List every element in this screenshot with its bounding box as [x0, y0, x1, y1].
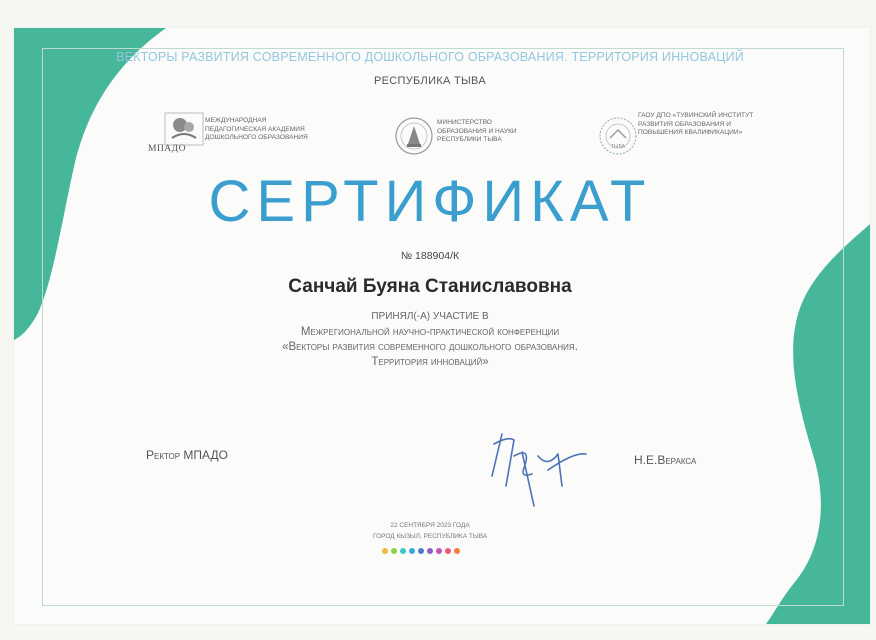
signature-image [462, 416, 592, 516]
institute-emblem-icon [598, 112, 638, 160]
color-dots [382, 548, 460, 554]
color-dot [409, 548, 415, 554]
conference-line-1: Межрегиональной научно-практической конференции [300, 326, 560, 338]
recipient-name: Санчай Буяна Станиславовна [288, 276, 572, 297]
institute-badge-text: ТЫВА [611, 144, 625, 150]
color-dot [454, 548, 460, 554]
region-label: РЕСПУБЛИКА ТЫВА [374, 75, 486, 87]
color-dot [445, 548, 451, 554]
ministry-name-text: МИНИСТЕРСТВО ОБРАЗОВАНИЯ И НАУКИ РЕСПУБЛИКИ ТЫВА [437, 119, 517, 143]
mpado-name-text: МЕЖДУНАРОДНАЯ ПЕДАГОГИЧЕСКАЯ АКАДЕМИЯ ДОШКОЛЬНОГО ОБРАЗОВАНИЯ [205, 117, 308, 141]
certificate-number: № 188904/К [400, 250, 460, 262]
event-place: ГОРОД КЫЗЫЛ, РЕСПУБЛИКА ТЫВА [372, 533, 488, 540]
mpado-logo-icon [164, 112, 204, 146]
institute-name-text: ГАОУ ДПО «ТУВИНСКИЙ ИНСТИТУТ РАЗВИТИЯ ОБРАЗОВАНИЯ И ПОВЫШЕНИЯ КВАЛИФИКАЦИИ» [638, 112, 754, 136]
participation-label: ПРИНЯЛ(-А) УЧАСТИЕ В [371, 311, 489, 322]
conference-line-2: «Векторы развития современного дошкольного образования. [282, 341, 578, 353]
color-dot [427, 548, 433, 554]
mpado-logo-label: МПАДО [148, 144, 187, 154]
color-dot [382, 548, 388, 554]
color-dot [418, 548, 424, 554]
signer-name: Н.Е.Веракса [634, 453, 697, 467]
event-date: 22 СЕНТЯБРЯ 2023 ГОДА [390, 522, 470, 529]
rector-label: Ректор МПАДО [146, 448, 228, 462]
conference-header: ВЕКТОРЫ РАЗВИТИЯ СОВРЕМЕННОГО ДОШКОЛЬНОГО ОБРАЗОВАНИЯ. ТЕРРИТОРИЯ ИННОВАЦИЙ [116, 50, 744, 64]
color-dot [436, 548, 442, 554]
conference-line-3: Территория инноваций» [371, 356, 489, 368]
ministry-emblem-icon [394, 112, 434, 160]
color-dot [391, 548, 397, 554]
certificate-title: СЕРТИФИКАТ [208, 169, 652, 234]
color-dot [400, 548, 406, 554]
